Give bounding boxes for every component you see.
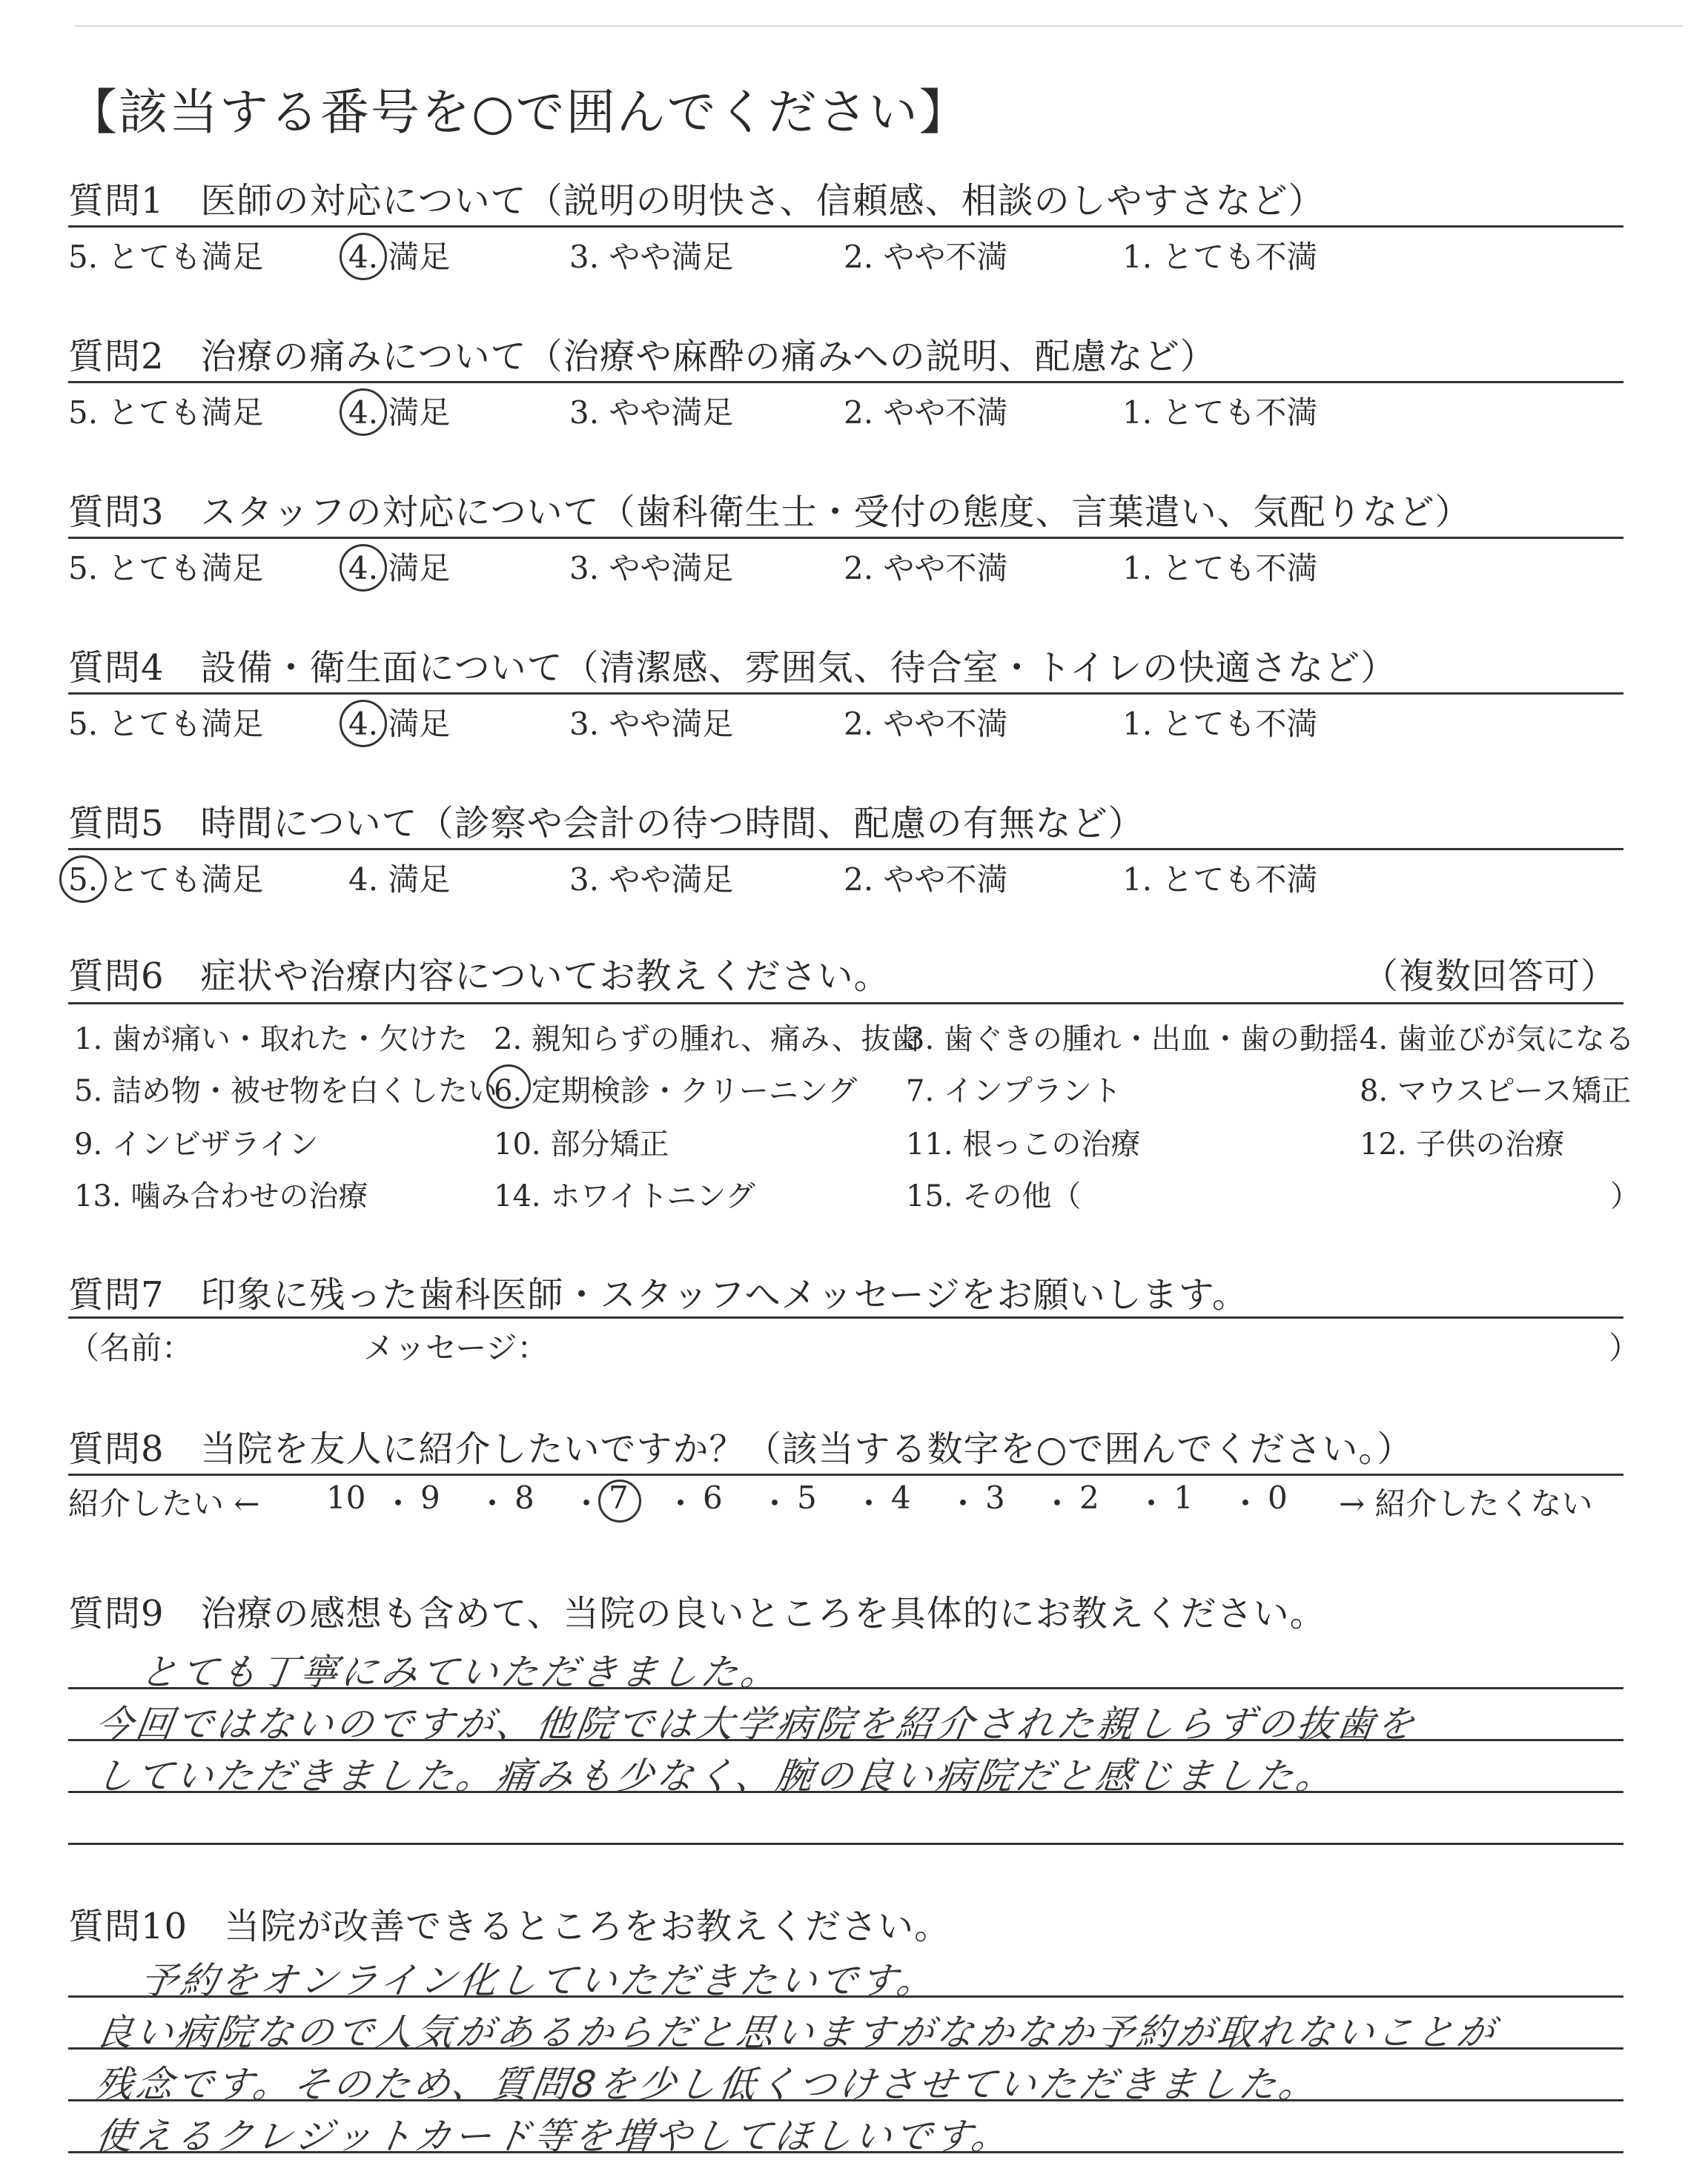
q6-option[interactable]: 4. 歯並びが気になる: [1360, 1022, 1635, 1056]
q8-scale-value[interactable]: 6: [703, 1480, 723, 1516]
q2-title: 質問2 治療の痛みについて（治療や麻酔の痛みへの説明、配慮など）: [68, 336, 1217, 377]
q1-selection-circle: [340, 233, 387, 280]
q4-option[interactable]: 5. とても満足: [68, 706, 264, 742]
q6-rule: [68, 1002, 1623, 1004]
q8-scale-dot: ・: [571, 1485, 603, 1522]
q1-option[interactable]: 5. とても満足: [68, 239, 264, 275]
q5-selection-circle: [59, 855, 107, 903]
q8-scale-dot: ・: [383, 1485, 414, 1522]
q10-answer-line: 使えるクレジットカード等を増やしてほしいです。: [93, 2115, 1015, 2158]
q3-option[interactable]: 5. とても満足: [68, 550, 264, 586]
q1-option[interactable]: 1. とても不満: [1122, 239, 1318, 275]
q10-answer-line: 良い病院なので人気があるからだと思いますがなかなか予約が取れないことが: [93, 2011, 1500, 2054]
page-header: 【該当する番号を○で囲んでください】: [68, 84, 970, 141]
q1-rule: [68, 225, 1623, 228]
q3-selection-circle: [340, 544, 387, 592]
q4-option[interactable]: 1. とても不満: [1122, 706, 1318, 742]
q8-scale-value[interactable]: 0: [1268, 1480, 1288, 1516]
q3-option[interactable]: 1. とても不満: [1122, 550, 1318, 586]
q5-option[interactable]: 4. 満足: [348, 861, 451, 898]
q4-title: 質問4 設備・衛生面について（清潔感、雰囲気、待合室・トイレの快適さなど）: [68, 647, 1397, 689]
q8-rule: [68, 1474, 1623, 1476]
q2-selection-circle: [340, 388, 387, 436]
q5-title: 質問5 時間について（診察や会計の待つ時間、配慮の有無など）: [68, 803, 1145, 844]
q8-scale-value[interactable]: 1: [1174, 1480, 1194, 1516]
q6-option[interactable]: 3. 歯ぐきの腫れ・出血・歯の動揺: [906, 1022, 1359, 1056]
q8-scale-dot: ・: [947, 1485, 979, 1522]
q8-scale-dot: ・: [665, 1485, 697, 1522]
q1-title: 質問1 医師の対応について（説明の明快さ、信頼感、相談のしやすさなど）: [68, 180, 1325, 222]
q8-scale-dot: ・: [477, 1485, 509, 1522]
q2-option[interactable]: 2. やや不満: [844, 394, 1008, 431]
q8-scale-value[interactable]: 4: [891, 1480, 911, 1516]
q9-answer-line: していただきました。痛みも少なく、腕の良い病院だと感じました。: [93, 1755, 1340, 1798]
q10-title: 質問10 当院が改善できるところをお教えください。: [68, 1906, 951, 1947]
q6-option[interactable]: 15. その他（: [906, 1179, 1082, 1213]
q4-selection-circle: [340, 700, 387, 747]
q8-scale-value[interactable]: 8: [514, 1480, 534, 1516]
q8-scale-value[interactable]: 3: [985, 1480, 1005, 1516]
q6-option[interactable]: 7. インプラント: [906, 1074, 1122, 1108]
q5-option[interactable]: 2. やや不満: [844, 861, 1008, 898]
q10-answer-line: 残念です。そのため、質問8を少し低くつけさせていただきました。: [93, 2063, 1323, 2106]
q5-option[interactable]: 5. とても満足: [68, 861, 264, 898]
q8-scale-value[interactable]: 2: [1079, 1480, 1099, 1516]
q9-title: 質問9 治療の感想も含めて、当院の良いところを具体的にお教えください。: [68, 1593, 1326, 1634]
q3-rule: [68, 537, 1623, 539]
q6-option[interactable]: 8. マウスピース矯正: [1360, 1074, 1632, 1108]
q7-message-label: メッセージ：: [363, 1330, 549, 1366]
q3-option[interactable]: 2. やや不満: [844, 550, 1008, 586]
q8-scale-value[interactable]: 9: [420, 1480, 440, 1516]
q8-left-label: 紹介したい ←: [68, 1485, 260, 1522]
q10-answer-line: 予約をオンライン化していただきたいです。: [137, 1959, 941, 2002]
q8-scale-dot: ・: [1230, 1485, 1262, 1522]
q4-option[interactable]: 3. やや満足: [569, 706, 734, 742]
q6-option[interactable]: 6. 定期検診・クリーニング: [494, 1074, 858, 1108]
q2-option[interactable]: 1. とても不満: [1122, 394, 1318, 431]
q6-option[interactable]: 2. 親知らずの腫れ、痛み、抜歯: [494, 1022, 921, 1056]
q2-option[interactable]: 5. とても満足: [68, 394, 264, 431]
q5-option[interactable]: 3. やや満足: [569, 861, 734, 898]
q8-scale-dot: ・: [853, 1485, 885, 1522]
q5-rule: [68, 848, 1623, 850]
q1-option[interactable]: 2. やや不満: [844, 239, 1008, 275]
q1-option[interactable]: 3. やや満足: [569, 239, 734, 275]
q6-option[interactable]: 1. 歯が痛い・取れた・欠けた: [74, 1022, 468, 1056]
q6-option[interactable]: 9. インビザライン: [74, 1127, 319, 1162]
q6-option[interactable]: 12. 子供の治療: [1360, 1127, 1565, 1162]
q8-selection-circle: [598, 1480, 641, 1523]
q8-scale-dot: ・: [1042, 1485, 1073, 1522]
q3-option[interactable]: 4. 満足: [348, 550, 451, 586]
q6-title: 質問6 症状や治療内容についてお教えください。: [68, 955, 890, 997]
q2-rule: [68, 381, 1623, 383]
q6-option[interactable]: 13. 噛み合わせの治療: [74, 1179, 368, 1213]
q9-answer-line: 今回ではないのですが、他院では大学病院を紹介された親しらずの抜歯を: [93, 1703, 1420, 1746]
q6-option[interactable]: 11. 根っこの治療: [906, 1127, 1141, 1162]
q5-option[interactable]: 1. とても不満: [1122, 861, 1318, 898]
q6-note: （複数回答可）: [1363, 955, 1618, 997]
q7-rule: [68, 1316, 1623, 1319]
q6-option[interactable]: 14. ホワイトニング: [494, 1179, 755, 1213]
q6-option[interactable]: ）: [1610, 1179, 1640, 1213]
q6-selection-circle: [486, 1064, 531, 1109]
q8-scale-value[interactable]: 10: [326, 1480, 366, 1516]
q3-option[interactable]: 3. やや満足: [569, 550, 734, 586]
q4-option[interactable]: 2. やや不満: [844, 706, 1008, 742]
q9-answer-rule: [68, 1843, 1623, 1845]
q8-scale-dot: ・: [759, 1485, 791, 1522]
q8-scale-value[interactable]: 7: [609, 1480, 629, 1516]
q8-title: 質問8 当院を友人に紹介したいですか？（該当する数字を○で囲んでください。）: [68, 1428, 1414, 1470]
q7-title: 質問7 印象に残った歯科医師・スタッフへメッセージをお願いします。: [68, 1274, 1248, 1316]
q7-name-label: （名前：: [68, 1330, 193, 1366]
q2-option[interactable]: 4. 満足: [348, 394, 451, 431]
q4-option[interactable]: 4. 満足: [348, 706, 451, 742]
q3-title: 質問3 スタッフの対応について（歯科衛生士・受付の態度、言葉遣い、気配りなど）: [68, 491, 1472, 533]
q8-right-label: → 紹介したくない: [1339, 1485, 1593, 1522]
q6-option[interactable]: 10. 部分矯正: [494, 1127, 669, 1162]
q2-option[interactable]: 3. やや満足: [569, 394, 734, 431]
q6-option[interactable]: 5. 詰め物・被せ物を白くしたい: [74, 1074, 497, 1108]
top-divider: [74, 25, 1683, 27]
q1-option[interactable]: 4. 満足: [348, 239, 451, 275]
q8-scale-dot: ・: [1136, 1485, 1168, 1522]
q9-answer-line: とても丁寧にみていただきました。: [137, 1651, 784, 1694]
q7-close: ）: [1609, 1330, 1641, 1366]
q4-rule: [68, 692, 1623, 695]
q8-scale-value[interactable]: 5: [797, 1480, 817, 1516]
